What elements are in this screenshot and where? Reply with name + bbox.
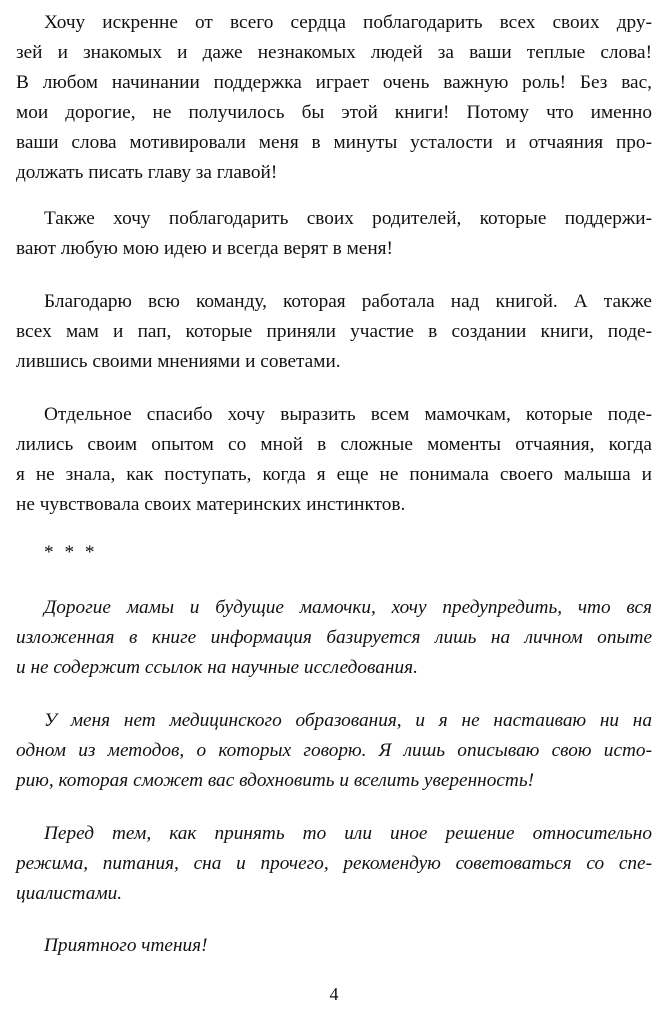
text-line: Приятного чтения! (44, 935, 208, 956)
paragraph-gratitude-moms (16, 400, 652, 520)
text-line: Также хочу поблагодарить своих родителей, которые поддержи- (44, 208, 652, 229)
page-number: 4 (329, 984, 339, 1004)
paragraph-no-medical-education (16, 706, 652, 796)
text-line: режима, питания, сна и прочего, рекомендую советоваться со спе- (16, 853, 652, 874)
paragraph-enjoy-reading (16, 931, 652, 961)
text-line: должать писать главу за главой! (16, 162, 278, 183)
text-line: я не знала, как поступать, когда я еще не понимала своего малыша и (16, 464, 652, 485)
text-line: всех мам и пап, которые приняли участие в создании книги, поде- (16, 321, 652, 342)
text-line: Хочу искренне от всего сердца поблагодарить всех своих дру- (44, 12, 652, 33)
text-line: Перед тем, как принять то или иное решение относительно (44, 823, 652, 844)
text-line: Благодарю всю команду, которая работала над книгой. А также (44, 291, 652, 312)
text-line: зей и знакомых и даже незнакомых людей за ваши теплые слова! (16, 42, 652, 63)
text-line: и не содержит ссылок на научные исследования. (16, 657, 418, 678)
text-line: не чувствовала своих материнских инстинктов. (16, 494, 406, 515)
paragraph-disclaimer (16, 593, 652, 683)
text-line: Отдельное спасибо хочу выразить всем мамочкам, которые поде- (44, 404, 652, 425)
paragraph-gratitude-team (16, 287, 652, 377)
text-line: изложенная в книге информация базируется лишь на личном опыте (16, 627, 652, 648)
text-line: вают любую мою идею и всегда верят в меня! (16, 238, 393, 259)
section-separator: * * * (44, 542, 98, 563)
text-line: рию, которая сможет вас вдохновить и вселить уверенность! (16, 770, 535, 791)
text-line: Дорогие мамы и будущие мамочки, хочу предупредить, что вся (44, 597, 652, 618)
text-line: В любом начинании поддержка играет очень важную роль! Без вас, (16, 72, 652, 93)
text-line: лились своим опытом со мной в сложные моменты отчаяния, когда (16, 434, 652, 455)
paragraph-gratitude-friends (16, 8, 652, 188)
text-line: циалистами. (16, 883, 123, 904)
text-line: ваши слова мотивировали меня в минуты усталости и отчаяния про- (16, 132, 652, 153)
paragraph-consult-specialists (16, 819, 652, 909)
text-line: У меня нет медицинского образования, и я не настаиваю ни на (44, 710, 652, 731)
text-line: лившись своими мнениями и советами. (16, 351, 341, 372)
text-line: мои дорогие, не получилось бы этой книги! Потому что именно (16, 102, 652, 123)
paragraph-gratitude-parents (16, 204, 652, 264)
text-line: одном из методов, о которых говорю. Я лишь описываю свою исто- (16, 740, 652, 761)
